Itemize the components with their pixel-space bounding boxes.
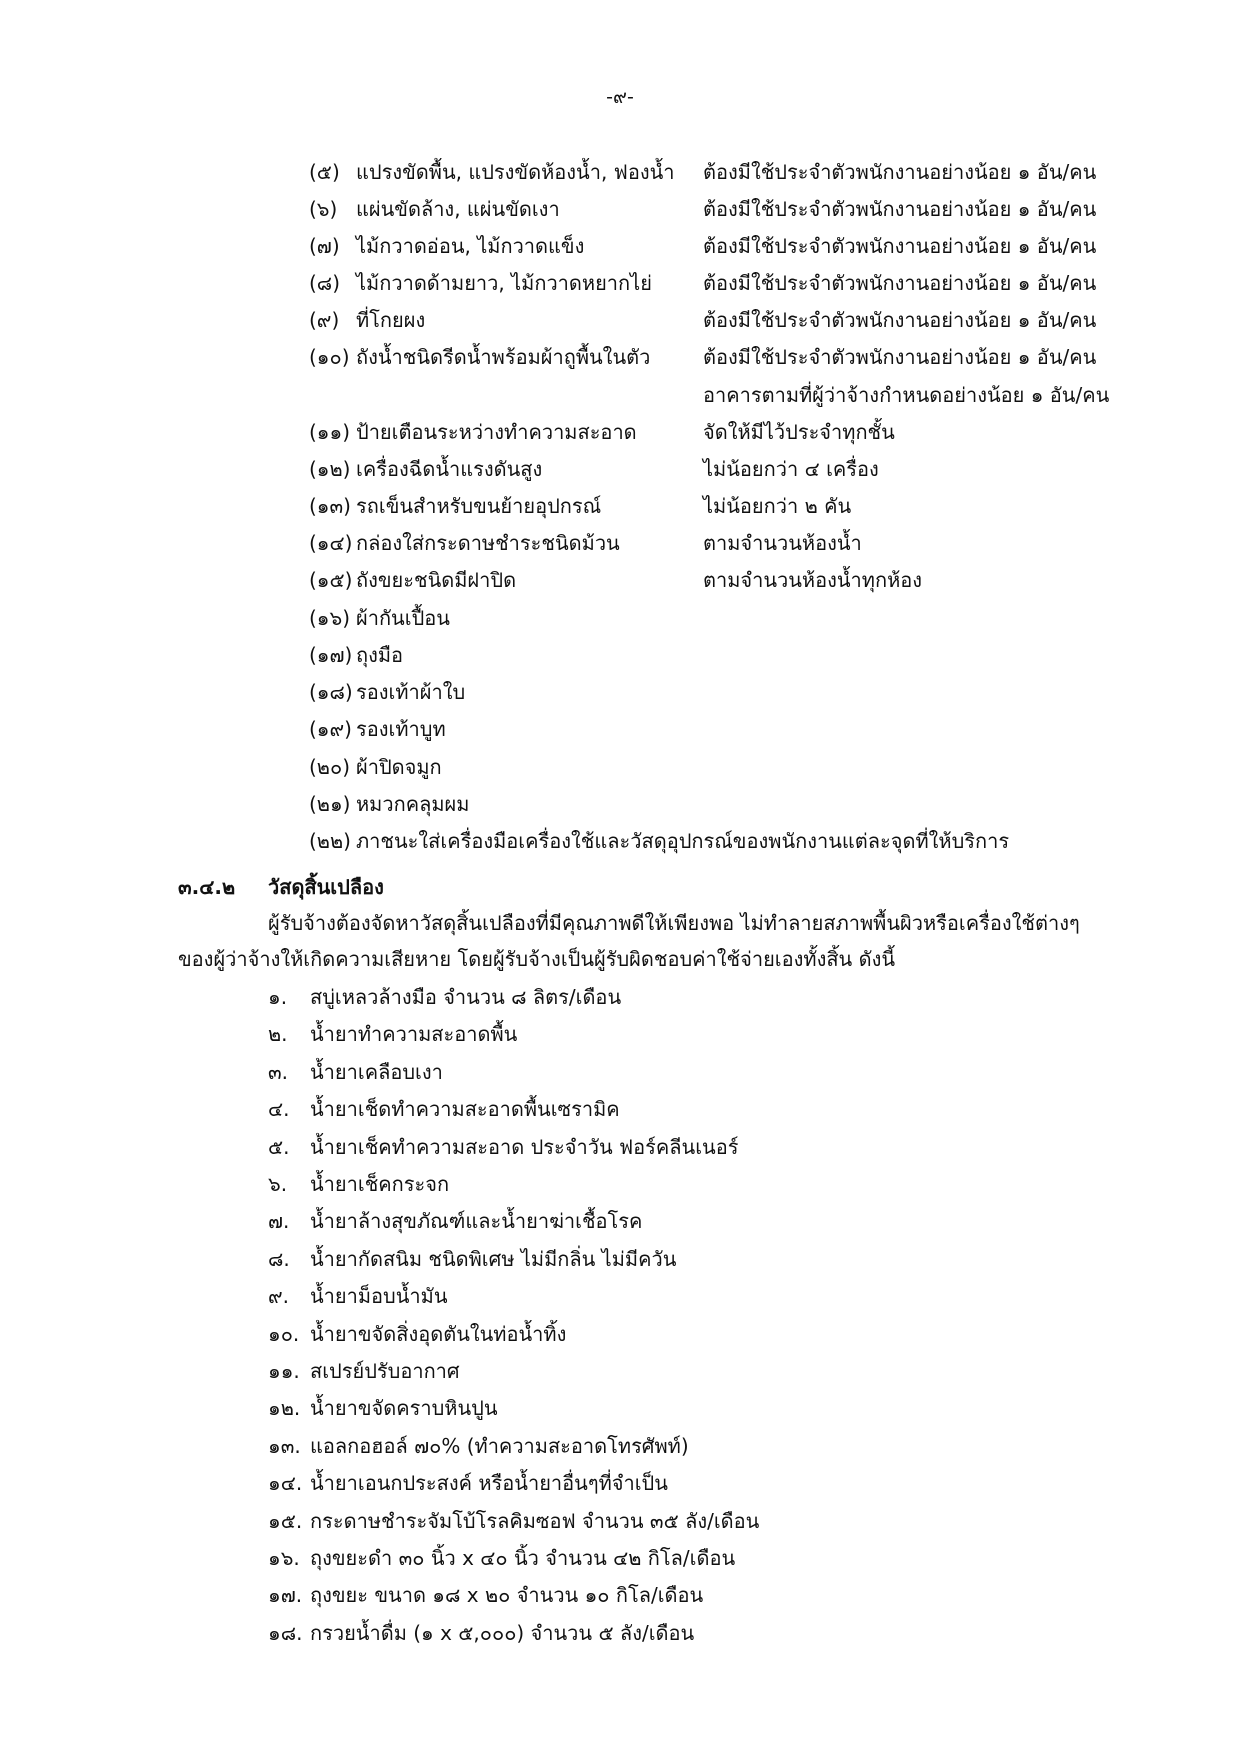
supply-item: น้ำยาเอนกประสงค์ หรือน้ำยาอื่นๆที่จำเป็น xyxy=(310,1471,668,1495)
supply-number: ๘. xyxy=(268,1247,290,1271)
supply-item: น้ำยาเคลือบเงา xyxy=(310,1060,443,1084)
equipment-number: (๙) xyxy=(309,308,340,332)
supply-number: ๑๖. xyxy=(268,1546,300,1570)
equipment-number: (๘) xyxy=(309,271,341,295)
equipment-name: กล่องใส่กระดาษชำระชนิดม้วน xyxy=(356,531,620,555)
supply-number: ๑๐. xyxy=(268,1322,300,1346)
page-number: -๙- xyxy=(606,86,634,108)
equipment-number: (๒๐) xyxy=(309,755,350,779)
equipment-number: (๑๕) xyxy=(309,568,353,592)
supply-number: ๔. xyxy=(268,1097,290,1121)
equipment-name: ภาชนะใส่เครื่องมือเครื่องใช้และวัสดุอุปกรณ์ของพนักงานแต่ละจุดที่ให้บริการ xyxy=(356,829,1010,853)
equipment-requirement: ตามจำนวนห้องน้ำ xyxy=(703,531,862,555)
supply-item: น้ำยาเช็คทำความสะอาด ประจำวัน ฟอร์คลีนเนอร์ xyxy=(310,1135,739,1159)
supply-item: น้ำยาม็อบน้ำมัน xyxy=(310,1284,448,1308)
equipment-name: ที่โกยผง xyxy=(356,308,426,332)
equipment-name: แปรงขัดพื้น, แปรงขัดห้องน้ำ, ฟองน้ำ xyxy=(356,160,675,184)
equipment-name: ป้ายเตือนระหว่างทำความสะอาด xyxy=(356,420,637,444)
equipment-number: (๖) xyxy=(309,197,338,221)
supply-item: น้ำยาเช็คกระจก xyxy=(310,1172,450,1196)
equipment-number: (๑๒) xyxy=(309,457,351,481)
supply-number: ๖. xyxy=(268,1172,288,1196)
equipment-number: (๑๔) xyxy=(309,531,353,555)
supply-number: ๑๑. xyxy=(268,1359,300,1383)
equipment-name: ไม้กวาดอ่อน, ไม้กวาดแข็ง xyxy=(356,234,585,258)
equipment-number: (๑๙) xyxy=(309,717,352,741)
supply-item: ถุงขยะ ขนาด ๑๘ x ๒๐ จำนวน ๑๐ กิโล/เดือน xyxy=(310,1583,704,1607)
equipment-name: หมวกคลุมผม xyxy=(356,792,470,816)
supply-number: ๑๘. xyxy=(268,1621,303,1645)
equipment-name: ไม้กวาดด้ามยาว, ไม้กวาดหยากไย่ xyxy=(356,271,652,295)
supply-item: น้ำยาทำความสะอาดพื้น xyxy=(310,1022,518,1046)
equipment-requirement: ต้องมีใช้ประจำตัวพนักงานอย่างน้อย ๑ อัน/คน xyxy=(703,308,1097,332)
supply-number: ๑. xyxy=(268,985,288,1009)
supply-item: กรวยน้ำดื่ม (๑ x ๕,๐๐๐) จำนวน ๕ ลัง/เดือน xyxy=(310,1621,695,1645)
equipment-requirement: ต้องมีใช้ประจำตัวพนักงานอย่างน้อย ๑ อัน/คน xyxy=(703,271,1097,295)
equipment-number: (๕) xyxy=(309,160,340,184)
supply-number: ๙. xyxy=(268,1284,290,1308)
supply-number: ๒. xyxy=(268,1022,288,1046)
equipment-requirement: อาคารตามที่ผู้ว่าจ้างกำหนดอย่างน้อย ๑ อัน/คน xyxy=(703,383,1110,407)
equipment-number: (๑๗) xyxy=(309,643,353,667)
equipment-requirement: ไม่น้อยกว่า ๔ เครื่อง xyxy=(703,457,879,481)
equipment-requirement: ไม่น้อยกว่า ๒ คัน xyxy=(703,494,852,518)
equipment-number: (๑๘) xyxy=(309,680,353,704)
supply-number: ๑๕. xyxy=(268,1509,303,1533)
section-number: ๓.๔.๒ xyxy=(178,875,236,899)
supply-item: น้ำยาขจัดสิ่งอุดตันในท่อน้ำทิ้ง xyxy=(310,1322,567,1346)
supply-item: น้ำยาขจัดคราบหินปูน xyxy=(310,1396,498,1420)
equipment-number: (๑๑) xyxy=(309,420,350,444)
supply-item: สบู่เหลวล้างมือ จำนวน ๘ ลิตร/เดือน xyxy=(310,985,622,1009)
equipment-number: (๑๐) xyxy=(309,345,350,369)
supply-item: แอลกอฮอล์ ๗๐% (ทำความสะอาดโทรศัพท์) xyxy=(310,1434,689,1458)
equipment-name: เครื่องฉีดน้ำแรงดันสูง xyxy=(356,457,543,481)
supply-number: ๑๒. xyxy=(268,1396,301,1420)
equipment-name: ถังน้ำชนิดรีดน้ำพร้อมผ้าถูพื้นในตัว xyxy=(356,345,651,369)
supply-number: ๗. xyxy=(268,1209,290,1233)
supply-number: ๕. xyxy=(268,1135,290,1159)
equipment-name: ผ้ากันเปื้อน xyxy=(356,606,450,630)
supply-item: น้ำยากัดสนิม ชนิดพิเศษ ไม่มีกลิ่น ไม่มีควัน xyxy=(310,1247,677,1271)
equipment-number: (๒๑) xyxy=(309,792,351,816)
equipment-name: ผ้าปิดจมูก xyxy=(356,755,442,779)
equipment-requirement: ต้องมีใช้ประจำตัวพนักงานอย่างน้อย ๑ อัน/คน xyxy=(703,197,1097,221)
equipment-name: แผ่นขัดล้าง, แผ่นขัดเงา xyxy=(356,197,560,221)
equipment-name: รถเข็นสำหรับขนย้ายอุปกรณ์ xyxy=(356,494,602,518)
supply-number: ๑๔. xyxy=(268,1471,303,1495)
supply-item: น้ำยาล้างสุขภัณฑ์และน้ำยาฆ่าเชื้อโรค xyxy=(310,1209,643,1233)
supply-item: ถุงขยะดำ ๓๐ นิ้ว x ๔๐ นิ้ว จำนวน ๔๒ กิโล/เดือน xyxy=(310,1546,736,1570)
section-paragraph-line-1: ผู้รับจ้างต้องจัดหาวัสดุสิ้นเปลืองที่มีคุณภาพดีให้เพียงพอ ไม่ทำลายสภาพพื้นผิวหรือเครื่องใช้ต่างๆ xyxy=(268,911,1080,935)
supply-item: สเปรย์ปรับอากาศ xyxy=(310,1359,460,1383)
equipment-number: (๑๓) xyxy=(309,494,351,518)
equipment-requirement: ต้องมีใช้ประจำตัวพนักงานอย่างน้อย ๑ อัน/คน xyxy=(703,234,1097,258)
equipment-requirement: ต้องมีใช้ประจำตัวพนักงานอย่างน้อย ๑ อัน/คน xyxy=(703,160,1097,184)
equipment-name: รองเท้าผ้าใบ xyxy=(356,680,466,704)
section-paragraph-line-2: ของผู้ว่าจ้างให้เกิดความเสียหาย โดยผู้รับจ้างเป็นผู้รับผิดชอบค่าใช้จ่ายเองทั้งสิ้น ดังนี้ xyxy=(178,947,896,971)
supply-item: กระดาษชำระจัมโบ้โรลคิมซอฟ จำนวน ๓๕ ลัง/เดือน xyxy=(310,1509,760,1533)
equipment-name: รองเท้าบูท xyxy=(356,717,446,741)
section-title: วัสดุสิ้นเปลือง xyxy=(268,875,384,899)
supply-number: ๓. xyxy=(268,1060,289,1084)
equipment-requirement: ตามจำนวนห้องน้ำทุกห้อง xyxy=(703,568,923,592)
equipment-number: (๑๖) xyxy=(309,606,350,630)
supply-item: น้ำยาเช็ดทำความสะอาดพื้นเซรามิค xyxy=(310,1097,620,1121)
equipment-name: ถังขยะชนิดมีฝาปิด xyxy=(356,568,517,592)
supply-number: ๑๓. xyxy=(268,1434,301,1458)
equipment-requirement: ต้องมีใช้ประจำตัวพนักงานอย่างน้อย ๑ อัน/คน xyxy=(703,345,1097,369)
equipment-name: ถุงมือ xyxy=(356,643,404,667)
equipment-number: (๗) xyxy=(309,234,340,258)
supply-number: ๑๗. xyxy=(268,1583,303,1607)
equipment-requirement: จัดให้มีไว้ประจำทุกชั้น xyxy=(703,420,895,444)
equipment-number: (๒๒) xyxy=(309,829,351,853)
